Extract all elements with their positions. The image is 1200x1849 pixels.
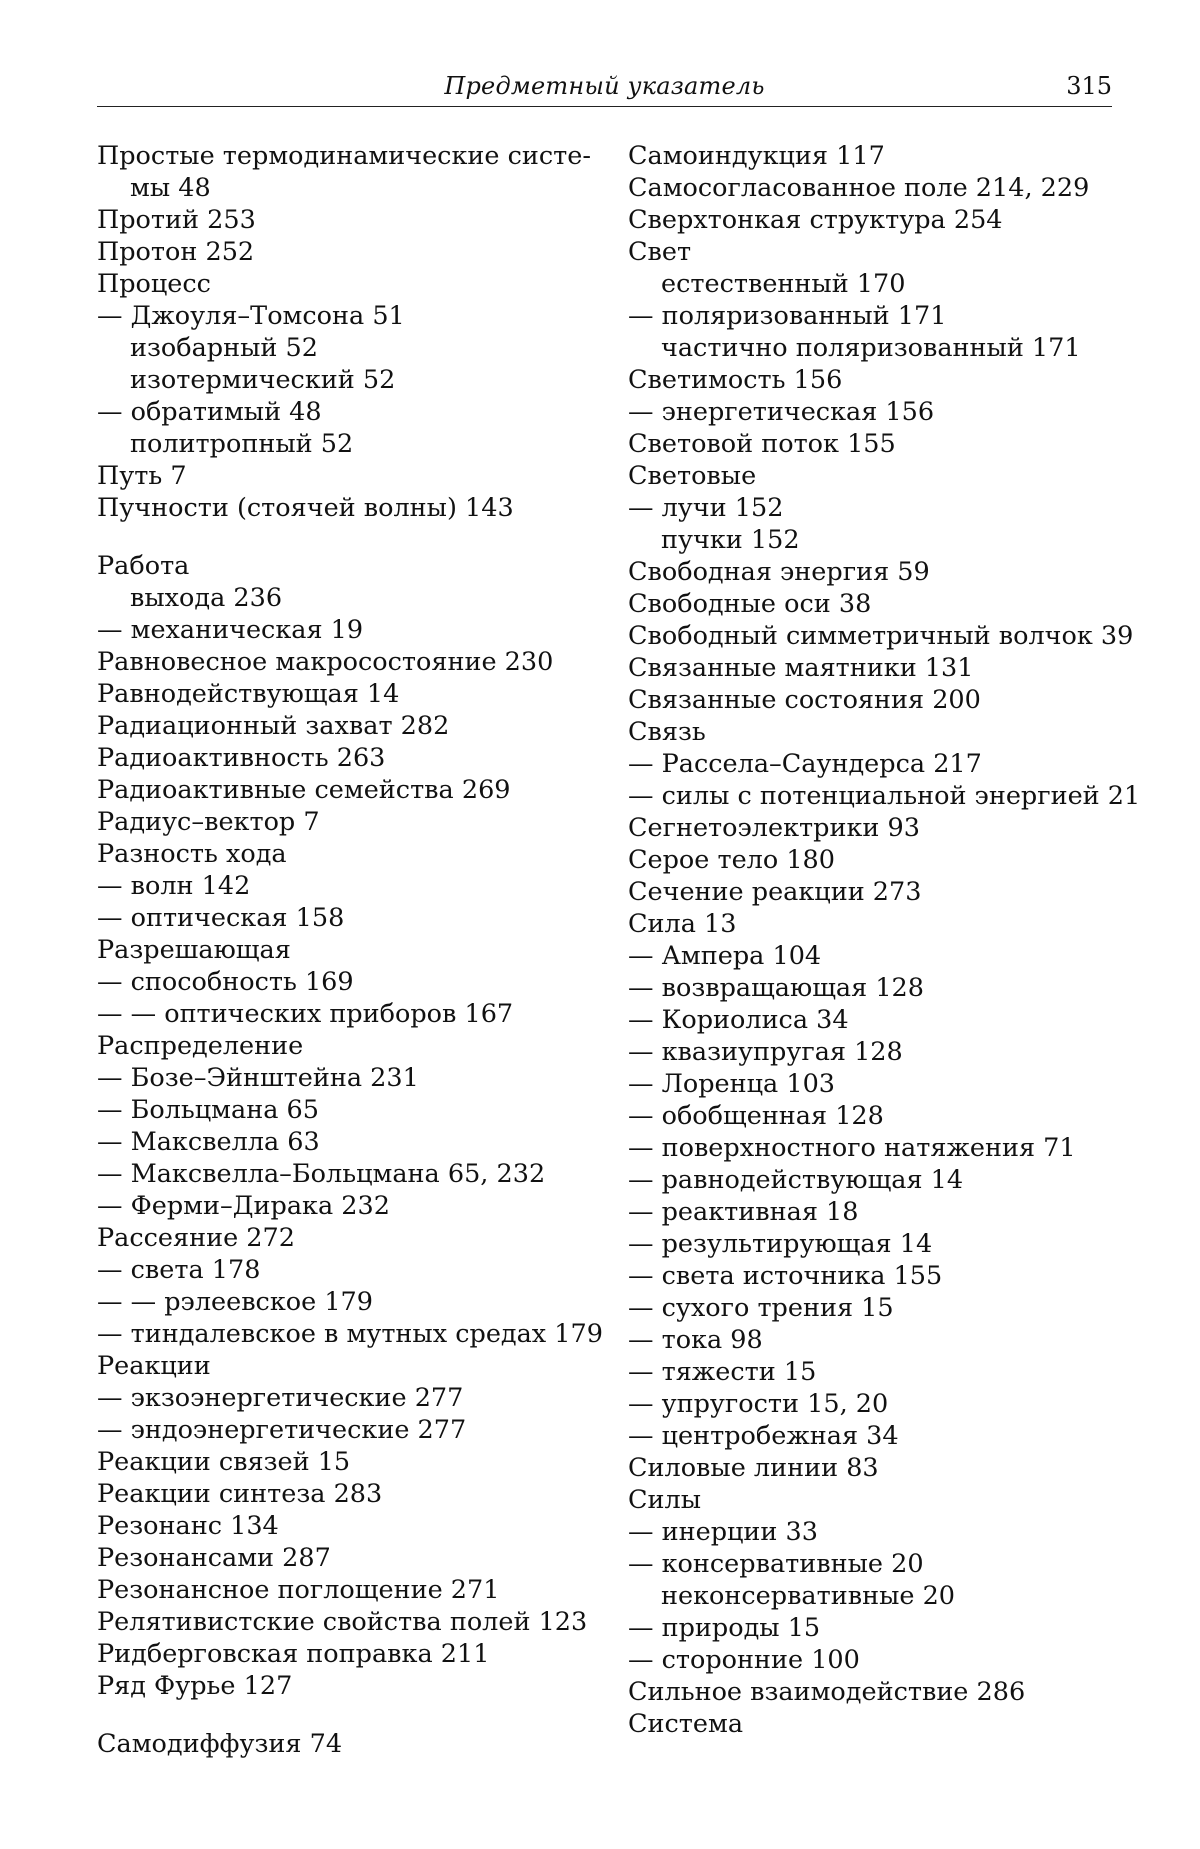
index-entry: мы 48	[130, 173, 211, 203]
index-entry: пучки 152	[661, 525, 800, 555]
index-entry: — энергетическая 156	[628, 397, 935, 427]
index-entry: Резонансами 287	[97, 1543, 331, 1573]
index-entry: — обобщенная 128	[628, 1101, 884, 1131]
index-entry: Серое тело 180	[628, 845, 836, 875]
index-entry: — Лоренца 103	[628, 1069, 836, 1099]
index-entry: Самосогласованное поле 214, 229	[628, 173, 1090, 203]
index-entry: Свободная энергия 59	[628, 557, 930, 587]
index-entry: Релятивистские свойства полей 123	[97, 1607, 588, 1637]
index-entry: — способность 169	[97, 967, 354, 997]
index-entry: — волн 142	[97, 871, 251, 901]
index-entry: Свободный симметричный волчок 39	[628, 621, 1134, 651]
index-entry: Радиоактивность 263	[97, 743, 386, 773]
index-entry: — Рассела–Саундерса 217	[628, 749, 982, 779]
index-entry: Пучности (стоячей волны) 143	[97, 493, 514, 523]
index-entry: — результирующая 14	[628, 1229, 933, 1259]
index-entry: — упругости 15, 20	[628, 1389, 889, 1419]
index-entry: — эндоэнергетические 277	[97, 1415, 467, 1445]
index-entry: Ридберговская поправка 211	[97, 1639, 490, 1669]
index-entry: — механическая 19	[97, 615, 364, 645]
index-column-left	[97, 140, 617, 1760]
index-entry: — поляризованный 171	[628, 301, 947, 331]
index-entry: — света 178	[97, 1255, 261, 1285]
index-entry: — инерции 33	[628, 1517, 818, 1547]
index-entry: Силы	[628, 1485, 702, 1515]
index-entry: изобарный 52	[130, 333, 318, 363]
index-entry: — Больцмана 65	[97, 1095, 319, 1125]
index-entry: — — рэлеевское 179	[97, 1287, 373, 1317]
index-entry: Связанные маятники 131	[628, 653, 974, 683]
index-entry: политропный 52	[130, 429, 354, 459]
index-entry: — Максвелла 63	[97, 1127, 320, 1157]
index-entry: Радиоактивные семейства 269	[97, 775, 511, 805]
index-entry: Свободные оси 38	[628, 589, 872, 619]
index-entry: — равнодействующая 14	[628, 1165, 964, 1195]
index-entry: — — оптических приборов 167	[97, 999, 514, 1029]
index-entry: Разрешающая	[97, 935, 291, 965]
index-entry: — Ампера 104	[628, 941, 822, 971]
index-entry: Протон 252	[97, 237, 255, 267]
index-entry: Работа	[97, 551, 190, 581]
index-entry: — оптическая 158	[97, 903, 345, 933]
index-entry: Простые термодинамические систе-	[97, 141, 591, 171]
index-entry: — обратимый 48	[97, 397, 322, 427]
index-entry: Равнодействующая 14	[97, 679, 400, 709]
index-entry: — Максвелла–Больцмана 65, 232	[97, 1159, 546, 1189]
index-entry: Распределение	[97, 1031, 304, 1061]
index-entry: — поверхностного натяжения 71	[628, 1133, 1076, 1163]
index-entry: Протий 253	[97, 205, 256, 235]
index-entry: — тока 98	[628, 1325, 763, 1355]
index-entry: Система	[628, 1709, 744, 1739]
index-entry: Силовые линии 83	[628, 1453, 879, 1483]
index-entry: Путь 7	[97, 461, 187, 491]
index-entry: Сильное взаимодействие 286	[628, 1677, 1026, 1707]
index-entry: — сторонние 100	[628, 1645, 860, 1675]
index-entry: — экзоэнергетические 277	[97, 1383, 464, 1413]
page-number: 315	[1066, 72, 1112, 100]
index-entry: Радиационный захват 282	[97, 711, 450, 741]
index-entry: Реакции	[97, 1351, 211, 1381]
index-entry: — реактивная 18	[628, 1197, 859, 1227]
index-entry: — Кориолиса 34	[628, 1005, 849, 1035]
index-entry: — силы с потенциальной энергией 21	[628, 781, 1141, 811]
running-title: Предметный указатель	[444, 72, 765, 100]
index-entry: Световые	[628, 461, 757, 491]
index-entry: естественный 170	[661, 269, 906, 299]
index-entry: Сверхтонкая структура 254	[628, 205, 1003, 235]
index-entry: — природы 15	[628, 1613, 821, 1643]
index-entry: Резонансное поглощение 271	[97, 1575, 500, 1605]
index-entry: — консервативные 20	[628, 1549, 924, 1579]
page-header	[97, 70, 1112, 107]
index-column-right	[628, 140, 1141, 1740]
index-entry: — света источника 155	[628, 1261, 943, 1291]
index-entry: Процесс	[97, 269, 211, 299]
index-entry: Свет	[628, 237, 692, 267]
index-entry: Самоиндукция 117	[628, 141, 885, 171]
index-entry: выхода 236	[130, 583, 283, 613]
index-entry: Сечение реакции 273	[628, 877, 922, 907]
index-entry: Сегнетоэлектрики 93	[628, 813, 920, 843]
index-entry: Связь	[628, 717, 706, 747]
index-entry: изотермический 52	[130, 365, 396, 395]
index-entry: Сила 13	[628, 909, 737, 939]
index-entry: Ряд Фурье 127	[97, 1671, 293, 1701]
index-entry: — тяжести 15	[628, 1357, 817, 1387]
index-entry: Радиус–вектор 7	[97, 807, 320, 837]
index-entry: — центробежная 34	[628, 1421, 899, 1451]
index-entry: — возвращающая 128	[628, 973, 924, 1003]
index-entry: Реакции синтеза 283	[97, 1479, 383, 1509]
index-entry: Резонанс 134	[97, 1511, 279, 1541]
index-entry: — Бозе–Эйнштейна 231	[97, 1063, 419, 1093]
index-entry: Равновесное макросостояние 230	[97, 647, 554, 677]
index-entry: — Ферми–Дирака 232	[97, 1191, 390, 1221]
index-entry: Самодиффузия 74	[97, 1729, 343, 1759]
index-entry: неконсервативные 20	[661, 1581, 956, 1611]
index-entry: Связанные состояния 200	[628, 685, 981, 715]
index-entry: — квазиупругая 128	[628, 1037, 903, 1067]
index-entry: — Джоуля–Томсона 51	[97, 301, 405, 331]
index-entry: Реакции связей 15	[97, 1447, 351, 1477]
index-entry: — лучи 152	[628, 493, 784, 523]
index-entry: Светимость 156	[628, 365, 843, 395]
index-entry: — сухого трения 15	[628, 1293, 894, 1323]
index-entry: Рассеяние 272	[97, 1223, 295, 1253]
index-entry: — тиндалевское в мутных средах 179	[97, 1319, 603, 1349]
index-entry: Разность хода	[97, 839, 287, 869]
index-entry: Световой поток 155	[628, 429, 896, 459]
index-entry: частично поляризованный 171	[661, 333, 1081, 363]
